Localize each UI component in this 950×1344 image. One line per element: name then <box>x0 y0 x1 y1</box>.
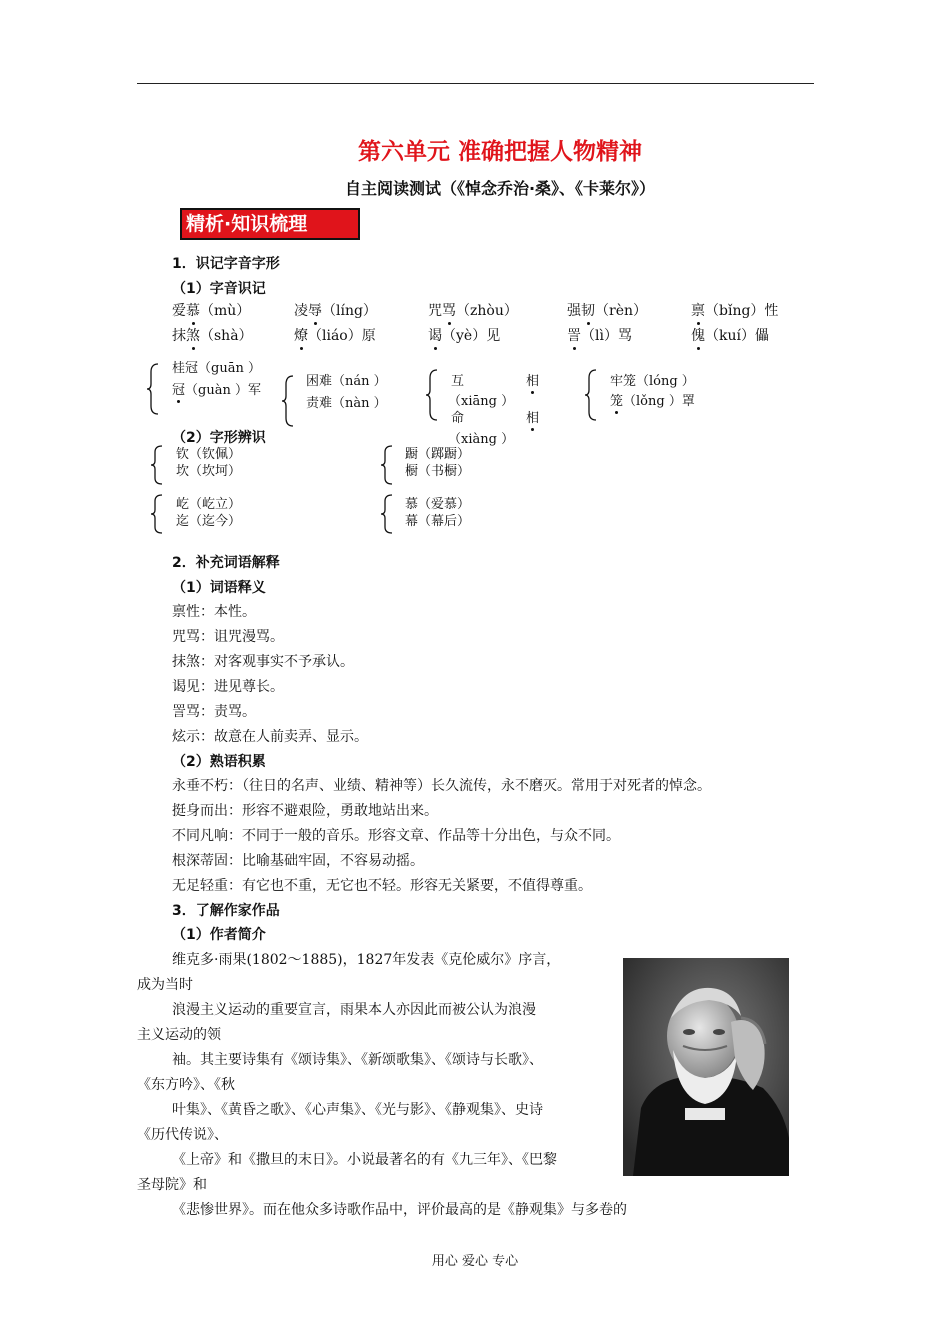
glyph-pair-2a: 蹰（踯蹰） <box>405 447 471 462</box>
definition-item: 炫示：故意在人前卖弄、显示。 <box>172 729 368 745</box>
author-portrait-photo <box>623 958 789 1176</box>
glyph-pair-4b: 幕（幕后） <box>405 514 471 529</box>
group3-a2: 相 <box>526 370 539 389</box>
pronunciation-item: 傀（kuí）儡 <box>691 325 769 345</box>
glyph-pair-1a: 钦（钦佩） <box>176 447 242 462</box>
section-3-heading: 3．了解作家作品 <box>172 903 280 919</box>
bio-line: 成为当时 <box>137 977 193 993</box>
pronunciation-item: 凌辱（líng） <box>294 300 377 320</box>
brace-icon <box>425 368 439 422</box>
section-2-heading: 2．补充词语解释 <box>172 555 280 571</box>
idiom-item: 永垂不朽：（往日的名声、业绩、精神等）长久流传，永不磨灭。常用于对死者的悼念。 <box>172 778 711 794</box>
group2-line2: 责难（nàn ） <box>306 396 387 411</box>
bio-line: 《历代传说》、 <box>137 1127 228 1143</box>
page-footer: 用心 爱心 专心 <box>431 1254 519 1269</box>
section-1-sub-2: （2）字形辨识 <box>172 430 266 446</box>
group1-line2: 冠（guàn ）军 <box>172 379 261 398</box>
pronunciation-item: 抹煞（shà） <box>172 325 253 345</box>
group3-a1: 互 <box>451 374 465 389</box>
brace-icon <box>380 444 394 486</box>
definition-item: 谒见：进见尊长。 <box>172 679 284 695</box>
pronunciation-item: 强韧（rèn） <box>567 300 647 320</box>
brace-icon <box>146 362 160 416</box>
bio-line: 圣母院》和 <box>137 1177 207 1193</box>
page-title: 第六单元 准确把握人物精神 <box>357 139 642 165</box>
definition-item: 詈骂：责骂。 <box>172 704 256 720</box>
section-1-heading: 1．识记字音字形 <box>172 256 280 272</box>
group3-d1: （xiàng ） <box>448 432 515 447</box>
brace-icon <box>150 444 164 486</box>
bio-line: 《悲惨世界》。而在他众多诗歌作品中，评价最高的是《静观集》与多卷的 <box>172 1202 627 1218</box>
glyph-pair-4a: 慕（爱慕） <box>405 497 471 512</box>
glyph-pair-1b: 坎（坎坷） <box>176 464 242 479</box>
bio-line: 维克多·雨果(1802～1885)，1827年发表《克伦威尔》序言， <box>172 952 561 968</box>
group4-line1: 牢笼（lóng ） <box>610 374 695 389</box>
brace-icon <box>380 493 394 535</box>
pronunciation-item: 咒骂（zhòu） <box>428 300 518 320</box>
bio-line: 袖。其主要诗集有《颂诗集》、《新颂歌集》、《颂诗与长歌》、 <box>172 1052 543 1068</box>
group1-line1: 桂冠（guān ） <box>172 361 261 376</box>
bio-line: 《东方吟》、《秋 <box>137 1077 235 1093</box>
group3-b1: （xiāng ） <box>448 394 515 409</box>
header-rule <box>137 83 814 84</box>
group2-line1: 困难（nán ） <box>306 374 387 389</box>
pronunciation-item: 爱慕（mù） <box>172 300 250 320</box>
section-label-box: 精析·知识梳理 <box>180 208 360 240</box>
definition-item: 咒骂：诅咒漫骂。 <box>172 629 284 645</box>
bio-line: 《上帝》和《撒旦的末日》。小说最著名的有《九三年》、《巴黎 <box>172 1152 557 1168</box>
group4-line2: 笼（lǒng ）罩 <box>610 390 695 409</box>
glyph-pair-3b: 迄（迄今） <box>176 514 242 529</box>
idiom-item: 根深蒂固：比喻基础牢固，不容易动摇。 <box>172 853 424 869</box>
page-subtitle: 自主阅读测试（《悼念乔治·桑》、《卡莱尔》） <box>344 179 656 198</box>
definition-item: 抹煞：对客观事实不予承认。 <box>172 654 354 670</box>
definition-item: 禀性：本性。 <box>172 604 256 620</box>
pronunciation-item: 禀（bǐng）性 <box>691 300 778 320</box>
group3-c2: 相 <box>526 407 539 426</box>
glyph-pair-3a: 屹（屹立） <box>176 497 242 512</box>
idiom-item: 无足轻重：有它也不重，无它也不轻。形容无关紧要，不值得尊重。 <box>172 878 592 894</box>
section-2-sub-1: （1）词语释义 <box>172 580 266 596</box>
section-3-sub-1: （1）作者简介 <box>172 927 266 943</box>
pronunciation-item: 燎（liáo）原 <box>294 325 376 345</box>
pronunciation-item: 詈（lì）骂 <box>567 325 632 345</box>
group3-c1: 命 <box>451 411 465 426</box>
glyph-pair-2b: 橱（书橱） <box>405 464 471 479</box>
pronunciation-item: 谒（yè）见 <box>428 325 500 345</box>
section-2-sub-2: （2）熟语积累 <box>172 754 266 770</box>
idiom-item: 挺身而出：形容不避艰险，勇敢地站出来。 <box>172 803 438 819</box>
section-1-sub-1: （1）字音识记 <box>172 281 266 297</box>
brace-icon <box>281 374 295 428</box>
bio-line: 叶集》、《黄昏之歌》、《心声集》、《光与影》、《静观集》、史诗 <box>172 1102 543 1118</box>
brace-icon <box>150 493 164 535</box>
bio-line: 主义运动的领 <box>137 1027 221 1043</box>
brace-icon <box>584 368 598 422</box>
idiom-item: 不同凡响：不同于一般的音乐。形容文章、作品等十分出色，与众不同。 <box>172 828 620 844</box>
bio-line: 浪漫主义运动的重要宣言，雨果本人亦因此而被公认为浪漫 <box>172 1002 536 1018</box>
